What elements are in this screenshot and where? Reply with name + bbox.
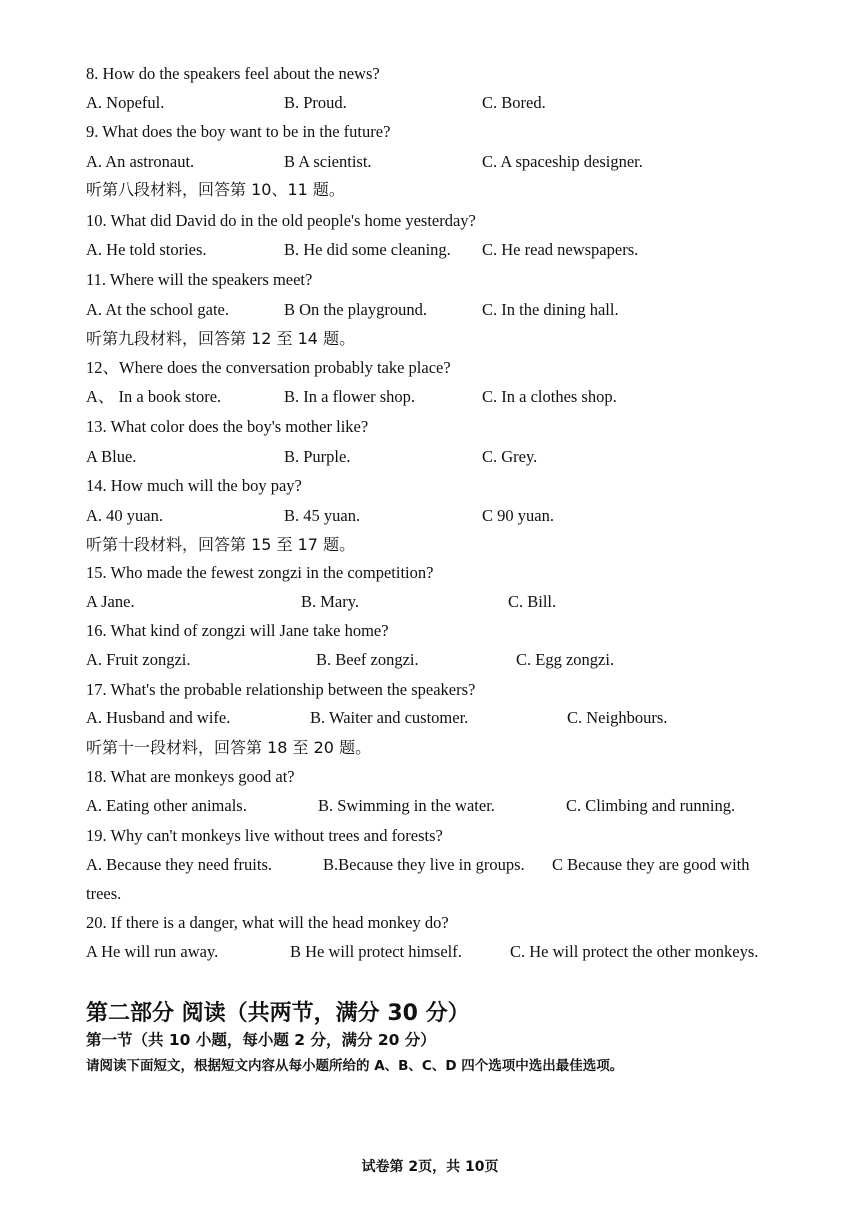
- q14-option-a: A. 40 yuan.: [86, 506, 163, 525]
- q20-option-a: A He will run away.: [86, 942, 219, 961]
- page-footer: 试卷第 2页，共 10页: [361, 1159, 499, 1175]
- q9-option-b: B A scientist.: [284, 152, 372, 171]
- q14-option-b: B. 45 yuan.: [284, 506, 361, 525]
- question-12: 12、Where does the conversation probably take place?: [86, 358, 451, 377]
- question-14: 14. How much will the boy pay?: [86, 476, 302, 495]
- question-17: 17. What's the probable relationship between the speakers?: [86, 680, 476, 699]
- q12-option-c: C. In a clothes shop.: [482, 387, 617, 406]
- question-9: 9. What does the boy want to be in the future?: [86, 122, 391, 141]
- q13-option-a: A Blue.: [86, 447, 137, 466]
- section-header-11: 听第十一段材料，回答第 18 至 20 题。: [86, 738, 372, 757]
- q13-option-b: B. Purple.: [284, 447, 351, 466]
- q20-option-c: C. He will protect the other monkeys.: [510, 942, 759, 961]
- q19-option-b: B.Because they live in groups.: [323, 855, 525, 874]
- q15-option-b: B. Mary.: [301, 592, 360, 611]
- q17-option-b: B. Waiter and customer.: [310, 708, 469, 727]
- q14-option-c: C 90 yuan.: [482, 506, 554, 525]
- q9-option-c: C. A spaceship designer.: [482, 152, 643, 171]
- q16-option-c: C. Egg zongzi.: [516, 650, 615, 669]
- q10-option-c: C. He read newspapers.: [482, 240, 639, 259]
- part2-title: 第二部分 阅读（共两节，满分 30 分）: [86, 1001, 470, 1026]
- question-15: 15. Who made the fewest zongzi in the competition?: [86, 563, 434, 582]
- q15-option-c: C. Bill.: [508, 592, 557, 611]
- q10-option-b: B. He did some cleaning.: [284, 240, 451, 259]
- q17-option-c: C. Neighbours.: [567, 708, 668, 727]
- q15-option-a: A Jane.: [86, 592, 135, 611]
- q9-option-a: A. An astronaut.: [86, 152, 195, 171]
- q8-option-c: C. Bored.: [482, 93, 546, 112]
- q13-option-c: C. Grey.: [482, 447, 538, 466]
- question-18: 18. What are monkeys good at?: [86, 767, 295, 786]
- q16-option-b: B. Beef zongzi.: [316, 650, 419, 669]
- q19-option-c-continued: trees.: [86, 884, 122, 903]
- q19-option-c: C Because they are good with: [552, 855, 750, 874]
- q20-option-b: B He will protect himself.: [290, 942, 462, 961]
- q18-option-a: A. Eating other animals.: [86, 796, 247, 815]
- question-11: 11. Where will the speakers meet?: [86, 270, 313, 289]
- q18-option-c: C. Climbing and running.: [566, 796, 736, 815]
- question-19: 19. Why can't monkeys live without trees and forests?: [86, 826, 443, 845]
- question-10: 10. What did David do in the old people's home yesterday?: [86, 211, 476, 230]
- part2-subtitle: 第一节（共 10 小题，每小题 2 分，满分 20 分）: [86, 1031, 436, 1049]
- q11-option-c: C. In the dining hall.: [482, 300, 619, 319]
- q11-option-b: B On the playground.: [284, 300, 427, 319]
- question-8: 8. How do the speakers feel about the news?: [86, 64, 380, 83]
- q18-option-b: B. Swimming in the water.: [318, 796, 495, 815]
- section-header-8: 听第八段材料，回答第 10、11 题。: [86, 180, 345, 199]
- part2-instruction: 请阅读下面短文，根据短文内容从每小题所给的 A、B、C、D 四个选项中选出最佳选项。: [86, 1058, 624, 1074]
- q17-option-a: A. Husband and wife.: [86, 708, 231, 727]
- question-16: 16. What kind of zongzi will Jane take home?: [86, 621, 389, 640]
- q12-option-b: B. In a flower shop.: [284, 387, 416, 406]
- q19-option-a: A. Because they need fruits.: [86, 855, 273, 874]
- q12-option-a: A、 In a book store.: [86, 387, 222, 406]
- section-header-10: 听第十段材料，回答第 15 至 17 题。: [86, 535, 356, 554]
- question-13: 13. What color does the boy's mother like?: [86, 417, 369, 436]
- section-header-9: 听第九段材料，回答第 12 至 14 题。: [86, 329, 356, 348]
- q11-option-a: A. At the school gate.: [86, 300, 229, 319]
- q16-option-a: A. Fruit zongzi.: [86, 650, 191, 669]
- q10-option-a: A. He told stories.: [86, 240, 207, 259]
- q8-option-a: A. Nopeful.: [86, 93, 165, 112]
- question-20: 20. If there is a danger, what will the head monkey do?: [86, 913, 449, 932]
- q8-option-b: B. Proud.: [284, 93, 347, 112]
